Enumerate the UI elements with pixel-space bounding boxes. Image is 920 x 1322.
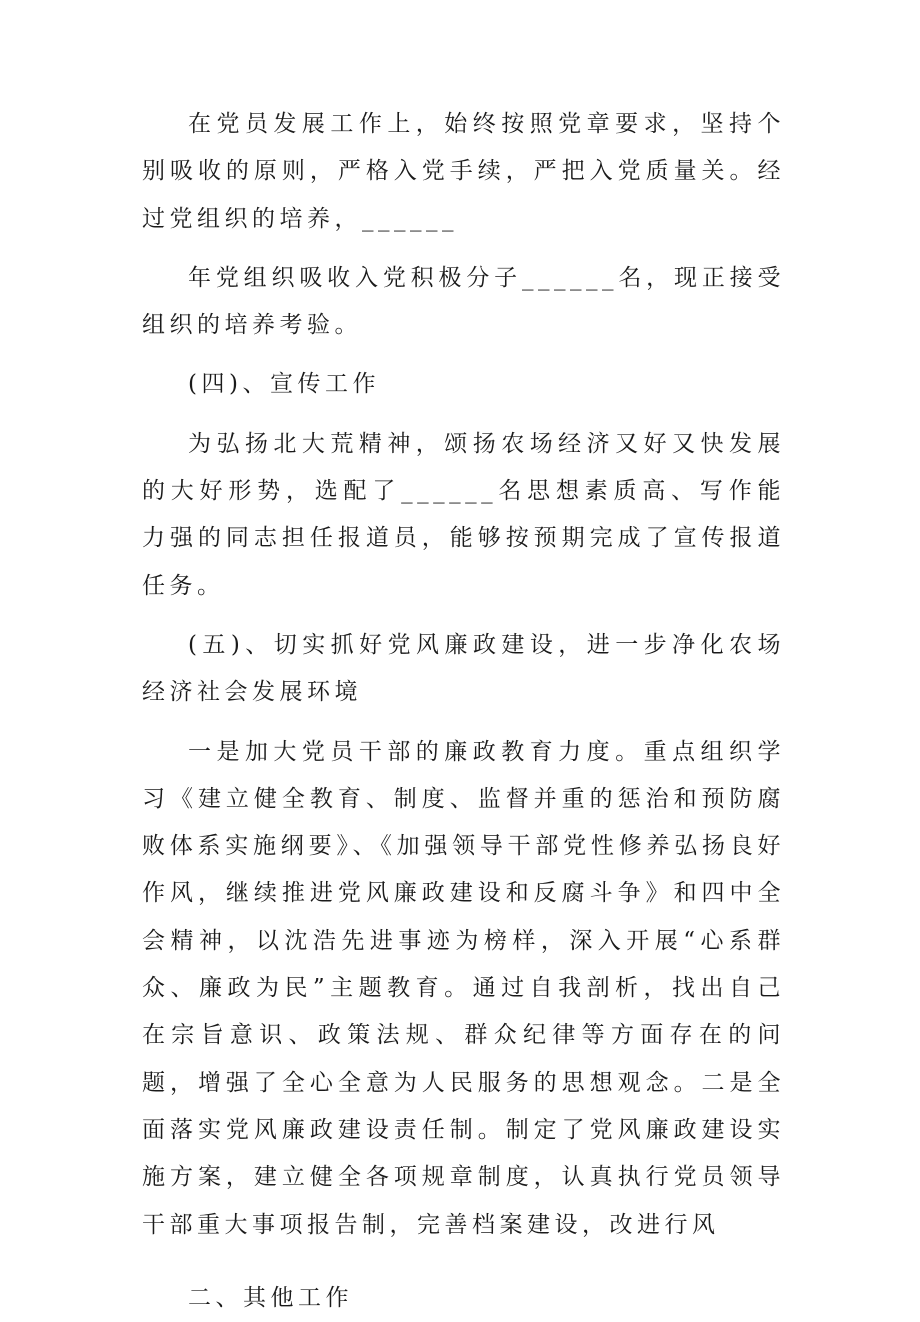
document-page: [142, 101, 785, 1322]
section-heading-integrity: (五)、切实抓好党风廉政建设，进一步净化农场经济社会发展环境: [142, 631, 785, 706]
paragraph-party-member-development: 在党员发展工作上，始终按照党章要求，坚持个别吸收的原则，严格入党手续，严把入党质量关。经过党组织的培养，______: [142, 111, 785, 232]
section-heading-other-work: 二、其他工作: [188, 1284, 353, 1311]
paragraph-integrity-education: 一是加大党员干部的廉政教育力度。重点组织学习《建立健全教育、制度、监督并重的惩治和预防腐败体系实施纲要》、《加强领导干部党性修养弘扬良好作风，继续推进党风廉政建设和反腐斗争》和四中全会精神，以沈浩先进事迹为榜样，深入开展“心系群众、廉政为民”主题教育。通过自我剖析，找出自己在宗旨意识、政策法规、群众纪律等方面存在的问题，增强了全心全意为人民服务的思想观念。二是全面落实党风廉政建设责任制。制定了党风廉政建设实施方案，建立健全各项规章制度，认真执行党员领导干部重大事项报告制，完善档案建设，改进行风: [142, 738, 785, 1238]
section-heading-publicity: (四)、宣传工作: [188, 371, 380, 398]
paragraph-activists-absorbed: 年党组织吸收入党积极分子______名，现正接受组织的培养考验。: [142, 264, 785, 339]
paragraph-publicity-work: 为弘扬北大荒精神，颂扬农场经济又好又快发展的大好形势，选配了______名思想素质高、写作能力强的同志担任报道员，能够按预期完成了宣传报道任务。: [142, 430, 785, 599]
